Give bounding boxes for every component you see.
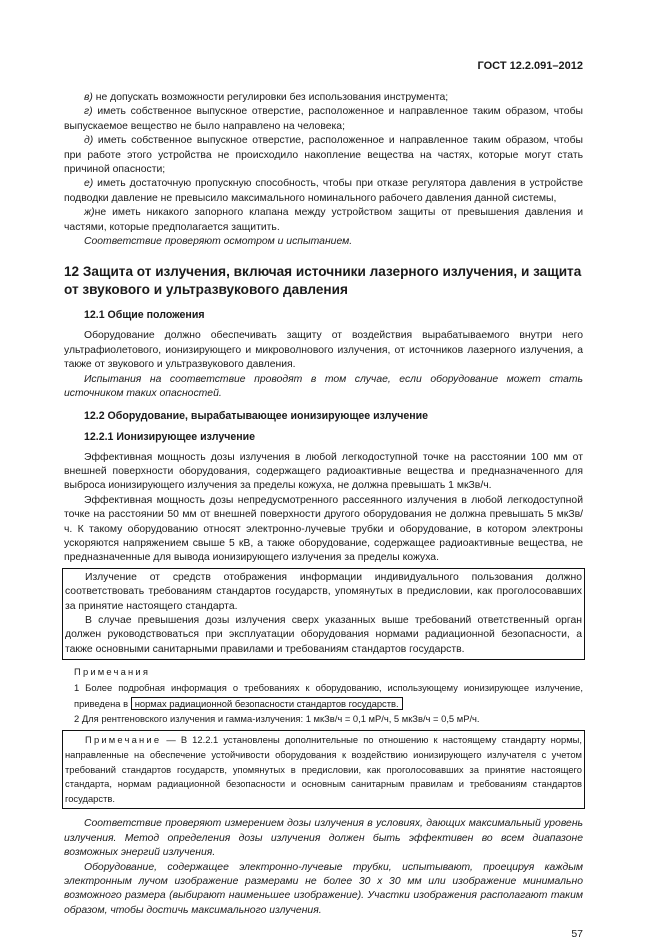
notes-title: Примечания xyxy=(74,666,151,678)
item-text: иметь собственное выпускное отверстие, расположенное и направленное таким образом, чтобы при работе этого устройства не происходило накопление вещества на частях, которые могут стать причиной опасности; xyxy=(64,135,583,176)
paragraph: Испытания на соответствие проводят в том случае, если оборудование может стать источником таких опасностей. xyxy=(64,373,583,400)
item-mark: д) xyxy=(84,135,94,147)
compliance-check: Соответствие проверяют осмотром и испытанием. xyxy=(84,236,353,248)
subsection-title: 12.1 Общие положения xyxy=(84,309,205,322)
item-text: иметь собственное выпускное отверстие, расположенное и направленное таким образом, чтобы выпускаемое вещество не было направлено на человека; xyxy=(64,106,583,132)
compliance-section xyxy=(64,817,583,918)
document-header: ГОСТ 12.2.091–2012 xyxy=(477,60,583,72)
paragraph: Оборудование, содержащее электронно-лучевые трубки, испытывают, проецируя каждым электронным лучом изображение размерами не более 30 х 30 мм или изображение минимально возможного размера (выбирают наименьшее изображение). Участки изображения располагают таким образом, чтобы достичь максимального излучения. xyxy=(64,861,583,916)
note-text: 1 Более подробная информация о требованиях к оборудованию, использующему ионизирующее излучение, приведена в xyxy=(74,681,583,709)
paragraph: Излучение от средств отображения информации индивидуального пользования должно соответствовать требованиям стандартов государств, упомянутых в предисловии, как проголосовавших за принятие настоящего стандарта. xyxy=(65,571,582,612)
note-1 xyxy=(64,680,583,712)
note-2: 2 Для рентгеновского излучения и гамма-излучения: 1 мкЗв/ч = 0,1 мР/ч, 5 мкЗв/ч = 0,5 мР/ч. xyxy=(74,712,480,724)
boxed-requirement xyxy=(62,568,585,660)
paragraph: В случае превышения дозы излучения сверх указанных выше требований ответственный орган должен руководствоваться при эксплуатации оборудования нормами радиационной безопасности, а также основными санитарными правилами и требованиям стандартов государств. xyxy=(65,614,582,655)
list-item xyxy=(64,177,583,206)
page-body xyxy=(64,91,583,940)
list-item xyxy=(64,206,583,235)
paragraph: Оборудование должно обеспечивать защиту от воздействия вырабатываемого внутри него ультрафиолетового, ионизирующего и микроволнового излучения, от источников лазерного излучения, а также от звукового и ультразвукового давления. xyxy=(64,330,583,371)
note-text xyxy=(65,733,582,806)
item-mark: г) xyxy=(84,106,93,118)
item-mark: е) xyxy=(84,178,94,190)
list-item xyxy=(64,105,583,134)
list-item xyxy=(64,91,583,105)
item-mark: в) xyxy=(84,92,93,103)
note-label: Примечание xyxy=(85,734,162,746)
notes xyxy=(64,665,583,726)
page-number: 57 xyxy=(571,928,583,940)
item-text: не допускать возможности регулировки без использования инструмента; xyxy=(92,92,449,103)
item-text: не иметь никакого запорного клапана между устройством защиты от превышения давления и частями, которые предполагается защитить. xyxy=(64,207,583,233)
item-mark: ж) xyxy=(84,207,95,219)
section-title: 12 Защита от излучения, включая источники лазерного излучения, и защита от звукового и ультразвукового давления xyxy=(64,264,582,298)
paragraph: Эффективная мощность дозы непредусмотренного рассеянного излучения в любой легкодоступной точке на расстоянии 50 мм от внешней поверхности другого оборудования не должна превышать 5 мкЗв/ч. К такому оборудованию относят электронно-лучевые трубки и оборудование, в котором электроны ускоряются напряжением свыше 5 кВ, а также оборудование, содержащее радиоактивные вещества, не предназначенные для вывода ионизирующего излучения за пределы кожуха. xyxy=(64,494,583,564)
subsection-title: 12.2.1 Ионизирующее излучение xyxy=(84,430,256,443)
boxed-note xyxy=(62,730,585,809)
highlighted-reference: нормах радиационной безопасности стандартов государств. xyxy=(131,697,403,710)
section-12-heading-block xyxy=(64,263,583,299)
list-item xyxy=(64,134,583,177)
paragraph: Соответствие проверяют измерением дозы излучения в условиях, дающих максимальный уровень излучения. Метод определения дозы излучения должен быть эффективен во всем диапазоне возможных энергий излучения. xyxy=(64,818,583,859)
paragraph: Эффективная мощность дозы излучения в любой легкодоступной точке на расстоянии 100 мм от внешней поверхности оборудования, содержащего радиоактивные вещества и предназначенного для выброса ионизирующего излучения за пределы кожуха, не должна превышать 1 мкЗв/ч. xyxy=(64,451,583,492)
intro-items xyxy=(64,91,583,249)
subsection-title: 12.2 Оборудование, вырабатывающее ионизирующее излучение xyxy=(84,409,429,422)
item-text: иметь достаточную пропускную способность, чтобы при отказе регулятора давления в устройстве подводки давление не превысило максимального номинального рабочего давления данной системы, xyxy=(64,178,583,204)
section-12-2 xyxy=(64,409,583,566)
note-body: — В 12.2.1 установлены дополнительные по отношению к настоящему стандарту нормы, направленные на обеспечение устойчивости оборудования к воздействию ионизирующего излучателя с учетом требований стандартов государств, упомянутых в предисловии, как проголосовавших за принятие настоящего стандарта, нормам радиационной безопасности и основным санитарным правилам и требованиям стандартов государств. xyxy=(65,734,582,804)
section-12-1 xyxy=(64,308,583,401)
